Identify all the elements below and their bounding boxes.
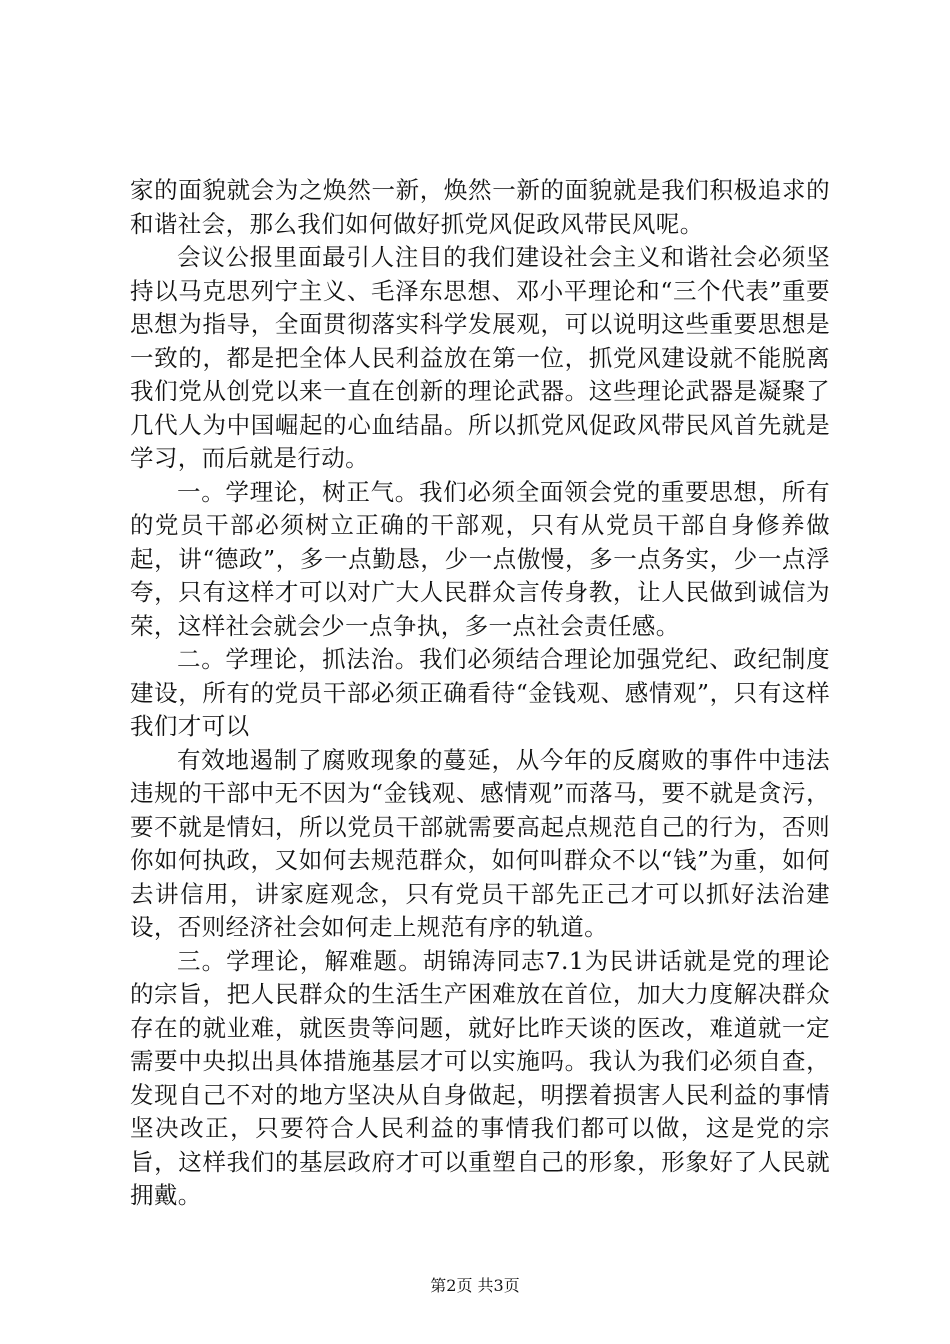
- paragraph-3: 一。学理论，树正气。我们必须全面领会党的重要思想，所有的党员干部必须树立正确的干部观，只有从党员干部自身修养做起，讲“德政”，多一点勤恳，少一点傲慢，多一点务实，少一点浮夸，只有这样才可以对广大人民群众言传身教，让人民做到诚信为荣，这样社会就会少一点争执，多一点社会责任感。: [130, 477, 830, 640]
- paragraph-5: 有效地遏制了腐败现象的蔓延，从今年的反腐败的事件中违法违规的干部中无不因为“金钱观、感情观”而落马，要不就是贪污，要不就是情妇，所以党员干部就需要高起点规范自己的行为，否则你如何执政，又如何去规范群众，如何叫群众不以“钱”为重，如何去讲信用，讲家庭观念，只有党员干部先正己才可以抓好法治建设，否则经济社会如何走上规范有序的轨道。: [130, 745, 830, 941]
- paragraph-1: 家的面貌就会为之焕然一新，焕然一新的面貌就是我们积极追求的和谐社会，那么我们如何做好抓党风促政风带民风呢。: [130, 176, 830, 238]
- page-number-footer: 第2页 共3页: [430, 1276, 520, 1295]
- paragraph-4: 二。学理论，抓法治。我们必须结合理论加强党纪、政纪制度建设，所有的党员干部必须正确看待“金钱观、感情观”，只有这样我们才可以: [130, 645, 830, 740]
- document-body: [130, 174, 830, 1213]
- paragraph-2: 会议公报里面最引人注目的我们建设社会主义和谐社会必须坚持以马克思列宁主义、毛泽东思想、邓小平理论和“三个代表”重要思想为指导，全面贯彻落实科学发展观，可以说明这些重要思想是一致的，都是把全体人民利益放在第一位，抓党风建设就不能脱离我们党从创党以来一直在创新的理论武器。这些理论武器是凝聚了几代人为中国崛起的心血结晶。所以抓党风促政风带民风首先就是学习，而后就是行动。: [130, 243, 830, 472]
- paragraph-6: 三。学理论，解难题。胡锦涛同志7.1为民讲话就是党的理论的宗旨，把人民群众的生活生产困难放在首位，加大力度解决群众存在的就业难，就医贵等问题，就好比昨天谈的医改，难道就一定需要中央拟出具体措施基层才可以实施吗。我认为我们必须自查，发现自己不对的地方坚决从自身做起，明摆着损害人民利益的事情坚决改正，只要符合人民利益的事情我们都可以做，这是党的宗旨，这样我们的基层政府才可以重塑自己的形象，形象好了人民就拥戴。: [130, 946, 830, 1209]
